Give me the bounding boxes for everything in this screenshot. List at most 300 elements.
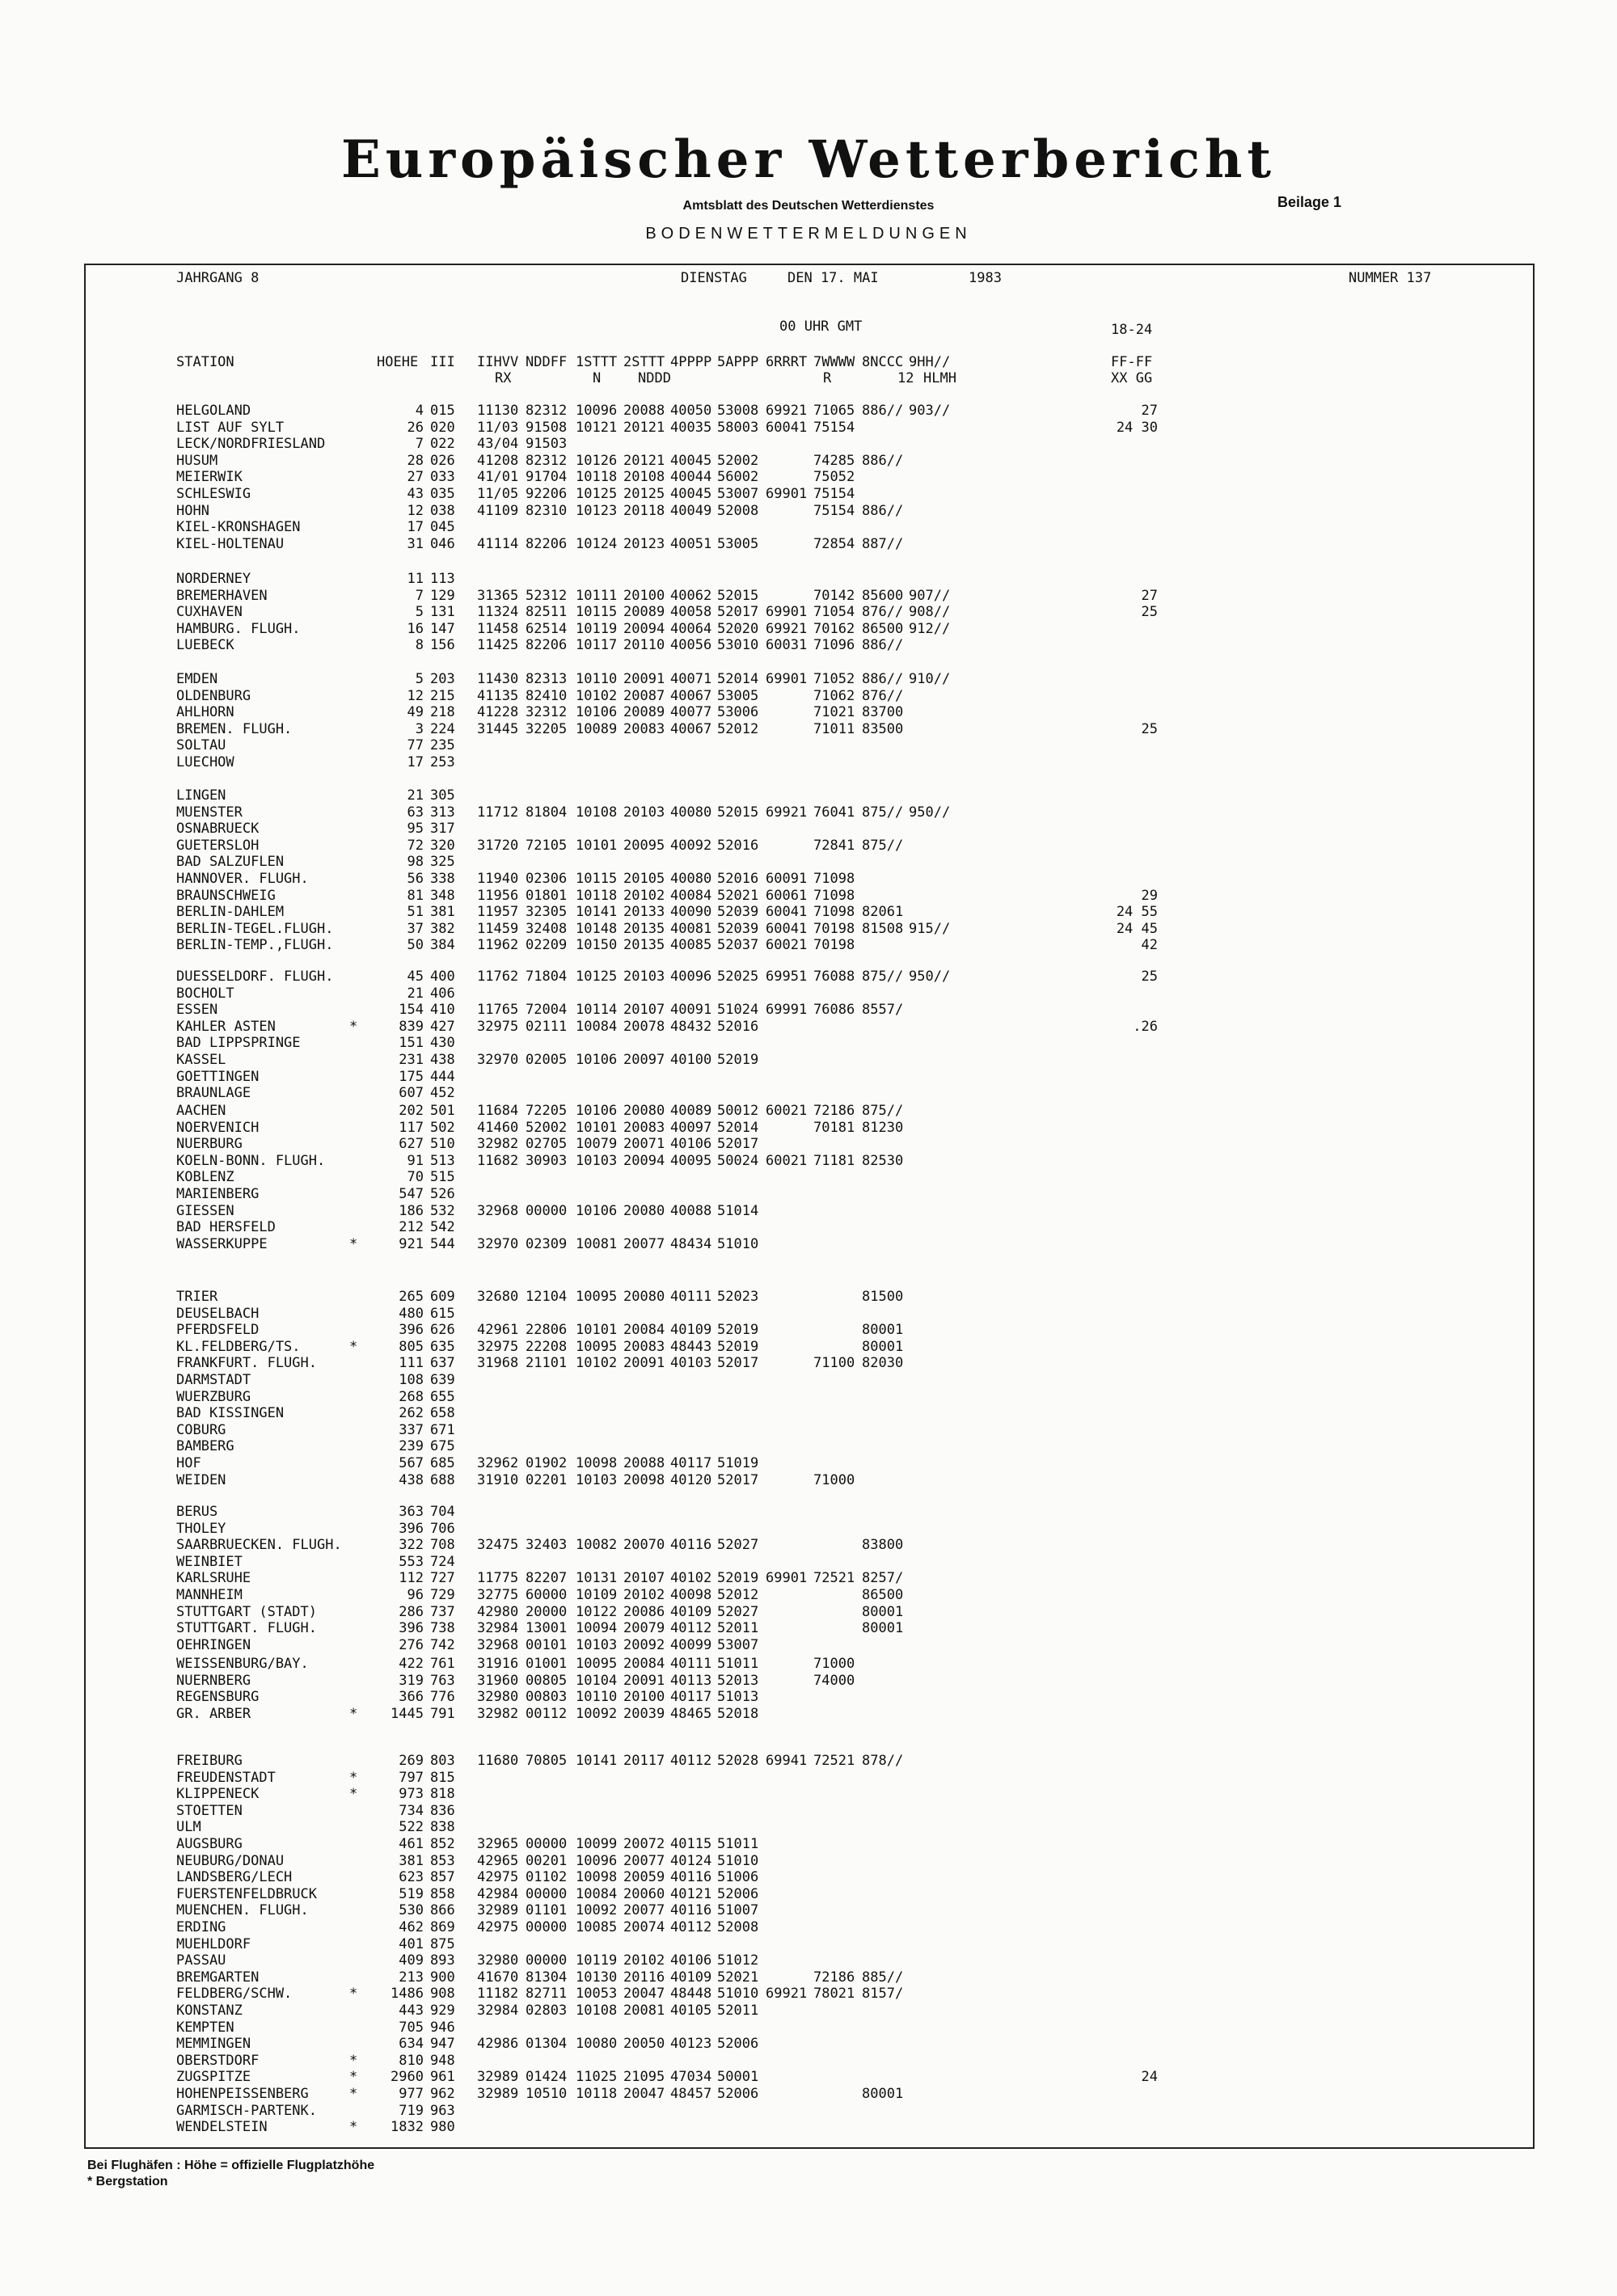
synop-group: 20100 xyxy=(623,1689,665,1706)
synop-group: 10096 xyxy=(576,403,618,419)
page-title: Europäischer Wetterbericht xyxy=(341,129,1276,190)
table-row xyxy=(86,1587,1533,1603)
station-name: NEUBURG/DONAU xyxy=(176,1852,285,1869)
synop-group: 20125 xyxy=(623,486,665,502)
synop-group: 52037 xyxy=(717,937,759,954)
station-height: 705 xyxy=(399,2019,424,2036)
synop-group: 20108 xyxy=(623,469,665,486)
mountain-marker: * xyxy=(349,2069,358,2086)
synop-group: 11025 xyxy=(576,2069,618,2086)
station-height: 1445 xyxy=(391,1705,424,1722)
synop-group: 69941 xyxy=(766,1753,808,1769)
station-name: LINGEN xyxy=(176,787,226,804)
synop-group: 71096 xyxy=(813,637,855,654)
synop-group: 69921 xyxy=(766,403,808,419)
station-height: 72 xyxy=(407,837,424,854)
synop-group: 10106 xyxy=(576,1103,618,1119)
synop-group: 907// xyxy=(909,587,951,604)
synop-group: 11775 xyxy=(477,1570,519,1587)
synop-group: 10141 xyxy=(576,904,618,921)
table-row xyxy=(86,453,1533,469)
synop-group: 20094 xyxy=(623,620,665,637)
table-row xyxy=(86,986,1533,1002)
station-name: LUECHOW xyxy=(176,754,234,770)
synop-group: 10111 xyxy=(576,587,618,604)
station-name: BERUS xyxy=(176,1504,218,1520)
synop-group: 10098 xyxy=(576,1869,618,1886)
station-name: HOHENPEISSENBERG xyxy=(176,2086,309,2102)
synop-group: 10126 xyxy=(576,452,618,469)
synop-group: 69921 xyxy=(766,1986,808,2003)
synop-group: 01801 xyxy=(526,887,568,904)
synop-group: 20117 xyxy=(623,1753,665,1769)
synop-group: 40077 xyxy=(670,704,712,721)
synop-group: 41670 xyxy=(477,1969,519,1986)
synop-group: 01001 xyxy=(526,1656,568,1672)
table-row xyxy=(86,637,1533,653)
table-row xyxy=(86,1936,1533,1952)
synop-group: 82061 xyxy=(862,904,904,921)
synop-group: 02309 xyxy=(526,1235,568,1252)
synop-group: 71098 xyxy=(813,887,855,904)
station-code: 430 xyxy=(430,1035,455,1052)
synop-group: 86500 xyxy=(862,1587,904,1603)
synop-group: 10053 xyxy=(576,1986,618,2003)
station-name: ULM xyxy=(176,1819,201,1836)
synop-group: 80001 xyxy=(862,1322,904,1339)
table-row xyxy=(86,1186,1533,1202)
synop-group: 02705 xyxy=(526,1136,568,1153)
column-header: N xyxy=(593,370,602,386)
table-row xyxy=(86,420,1533,436)
table-row xyxy=(86,571,1533,587)
synop-group: 32970 xyxy=(477,1052,519,1068)
station-code: 980 xyxy=(430,2119,455,2136)
table-row xyxy=(86,969,1533,985)
station-height: 27 xyxy=(407,469,424,486)
station-height: 634 xyxy=(399,2036,424,2053)
synop-group: 32968 xyxy=(477,1202,519,1219)
station-name: OLDENBURG xyxy=(176,687,251,704)
station-code: 737 xyxy=(430,1603,455,1620)
synop-group: 20060 xyxy=(623,1885,665,1902)
synop-group: 00000 xyxy=(526,1836,568,1852)
station-name: HOF xyxy=(176,1455,201,1471)
station-code: 215 xyxy=(430,687,455,704)
synop-group: 71021 xyxy=(813,704,855,721)
synop-group: 40064 xyxy=(670,620,712,637)
synop-group: 10096 xyxy=(576,1852,618,1869)
synop-group: 00112 xyxy=(526,1705,568,1722)
station-code: 033 xyxy=(430,469,455,486)
synop-group: 20078 xyxy=(623,1018,665,1035)
synop-group: 41460 xyxy=(477,1119,519,1136)
wind-gust: 25 xyxy=(1141,720,1158,737)
synop-group: 52018 xyxy=(717,1705,759,1722)
synop-group: 52027 xyxy=(717,1603,759,1620)
station-height: 623 xyxy=(399,1869,424,1886)
table-row xyxy=(86,1120,1533,1136)
station-code: 727 xyxy=(430,1570,455,1587)
station-code: 515 xyxy=(430,1169,455,1186)
station-name: AACHEN xyxy=(176,1103,226,1119)
synop-group: 52027 xyxy=(717,1537,759,1554)
synop-group: 75154 xyxy=(813,502,855,519)
station-name: ZUGSPITZE xyxy=(176,2069,251,2086)
column-header: HOEHE xyxy=(377,354,419,370)
synop-group: 950// xyxy=(909,804,951,821)
synop-group: 48448 xyxy=(670,1986,712,2003)
synop-group: 10150 xyxy=(576,937,618,954)
station-name: BOCHOLT xyxy=(176,985,234,1002)
synop-group: 75052 xyxy=(813,469,855,486)
station-height: 363 xyxy=(399,1504,424,1520)
synop-group: 32984 xyxy=(477,2003,519,2019)
table-row xyxy=(86,1203,1533,1219)
station-name: EMDEN xyxy=(176,671,218,687)
station-code: 113 xyxy=(430,571,455,587)
station-name: NOERVENICH xyxy=(176,1119,260,1136)
table-row xyxy=(86,1853,1533,1869)
table-row xyxy=(86,1085,1533,1101)
station-name: THOLEY xyxy=(176,1520,226,1537)
synop-group: 82206 xyxy=(526,637,568,654)
synop-group: 20121 xyxy=(623,419,665,436)
synop-group: 52016 xyxy=(717,1018,759,1035)
station-code: 776 xyxy=(430,1689,455,1706)
synop-group: 02005 xyxy=(526,1052,568,1068)
synop-group: 41/01 xyxy=(477,469,519,486)
synop-group: 51019 xyxy=(717,1455,759,1471)
station-name: BAD SALZUFLEN xyxy=(176,854,285,871)
synop-group: 40045 xyxy=(670,486,712,502)
synop-group: 85600 xyxy=(862,587,904,604)
synop-group: 10085 xyxy=(576,1919,618,1935)
synop-group: 40092 xyxy=(670,837,712,854)
synop-group: 40080 xyxy=(670,804,712,821)
table-row xyxy=(86,1604,1533,1620)
table-row xyxy=(86,519,1533,535)
station-height: 1486 xyxy=(391,1986,424,2003)
synop-group: 72205 xyxy=(526,1103,568,1119)
synop-group: 40045 xyxy=(670,452,712,469)
synop-group: 10095 xyxy=(576,1656,618,1672)
station-height: 322 xyxy=(399,1537,424,1554)
station-name: HOHN xyxy=(176,502,209,519)
station-code: 675 xyxy=(430,1438,455,1455)
station-height: 262 xyxy=(399,1405,424,1422)
synop-group: 11458 xyxy=(477,620,519,637)
station-height: 810 xyxy=(399,2052,424,2069)
station-code: 857 xyxy=(430,1869,455,1886)
station-name: MUENCHEN. FLUGH. xyxy=(176,1902,309,1919)
station-name: GIESSEN xyxy=(176,1202,234,1219)
synop-group: 10103 xyxy=(576,1152,618,1169)
table-row xyxy=(86,1002,1533,1018)
synop-group: 20118 xyxy=(623,502,665,519)
synop-group: 71098 xyxy=(813,904,855,921)
synop-group: 10101 xyxy=(576,1322,618,1339)
synop-group: 52002 xyxy=(717,452,759,469)
synop-group: 31916 xyxy=(477,1656,519,1672)
station-name: GUETERSLOH xyxy=(176,837,260,854)
synop-group: 82410 xyxy=(526,687,568,704)
column-header: HLMH xyxy=(923,370,956,386)
synop-group: 11957 xyxy=(477,904,519,921)
synop-group: 40111 xyxy=(670,1656,712,1672)
synop-group: 32989 xyxy=(477,2069,519,2086)
station-height: 37 xyxy=(407,920,424,937)
station-code: 444 xyxy=(430,1068,455,1085)
table-row xyxy=(86,2119,1533,2135)
synop-group: 42986 xyxy=(477,2036,519,2053)
synop-group: 69951 xyxy=(766,969,808,985)
synop-group: 10106 xyxy=(576,1052,618,1068)
station-code: 875 xyxy=(430,1935,455,1952)
synop-group: 20103 xyxy=(623,804,665,821)
station-code: 671 xyxy=(430,1421,455,1438)
synop-group: 40111 xyxy=(670,1289,712,1305)
synop-group: 11940 xyxy=(477,871,519,887)
synop-group: 20077 xyxy=(623,1235,665,1252)
synop-group: 32775 xyxy=(477,1587,519,1603)
station-height: 2960 xyxy=(391,2069,424,2086)
station-code: 838 xyxy=(430,1819,455,1836)
synop-group: 20110 xyxy=(623,637,665,654)
station-name: DUESSELDORF. FLUGH. xyxy=(176,969,334,985)
synop-group: 69991 xyxy=(766,1002,808,1019)
synop-group: 10125 xyxy=(576,969,618,985)
synop-group: 42965 xyxy=(477,1852,519,1869)
synop-group: 70198 xyxy=(813,937,855,954)
synop-group: 52019 xyxy=(717,1570,759,1587)
station-name: BRAUNSCHWEIG xyxy=(176,887,276,904)
table-row xyxy=(86,403,1533,419)
station-height: 921 xyxy=(399,1235,424,1252)
synop-group: 20123 xyxy=(623,535,665,552)
synop-group: 70805 xyxy=(526,1753,568,1769)
synop-group: 69901 xyxy=(766,671,808,687)
synop-group: 10110 xyxy=(576,671,618,687)
synop-group: 53010 xyxy=(717,637,759,654)
synop-group: 40117 xyxy=(670,1455,712,1471)
column-header: 12 xyxy=(897,370,914,386)
synop-group: 20091 xyxy=(623,1672,665,1689)
synop-group: 60061 xyxy=(766,887,808,904)
synop-group: 82313 xyxy=(526,671,568,687)
station-code: 893 xyxy=(430,1952,455,1969)
synop-group: 91704 xyxy=(526,469,568,486)
synop-group: 52019 xyxy=(717,1338,759,1355)
synop-group: 11765 xyxy=(477,1002,519,1019)
station-name: COBURG xyxy=(176,1421,226,1438)
synop-group: 10095 xyxy=(576,1338,618,1355)
synop-group: 47034 xyxy=(670,2069,712,2086)
column-station: STATION xyxy=(176,354,234,370)
synop-group: 10115 xyxy=(576,604,618,621)
synop-group: 42975 xyxy=(477,1869,519,1886)
synop-group: 01424 xyxy=(526,2069,568,2086)
footnote-airports: Bei Flughäfen : Höhe = offizielle Flugplatzhöhe xyxy=(87,2159,375,2172)
synop-group: 53007 xyxy=(717,1636,759,1653)
synop-group: 70181 xyxy=(813,1119,855,1136)
station-height: 16 xyxy=(407,620,424,637)
table-row xyxy=(86,1919,1533,1935)
synop-group: 81500 xyxy=(862,1289,904,1305)
station-height: 26 xyxy=(407,419,424,436)
wind-gust: .26 xyxy=(1133,1018,1158,1035)
synop-group: 82511 xyxy=(526,604,568,621)
synop-group: 00201 xyxy=(526,1852,568,1869)
synop-group: 20135 xyxy=(623,937,665,954)
synop-group: 11712 xyxy=(477,804,519,821)
table-row xyxy=(86,1770,1533,1786)
synop-group: 53008 xyxy=(717,403,759,419)
table-row xyxy=(86,838,1533,854)
wind-gust: 25 xyxy=(1141,604,1158,621)
station-name: LECK/NORDFRIESLAND xyxy=(176,436,326,453)
synop-group: 83800 xyxy=(862,1537,904,1554)
synop-group: 52020 xyxy=(717,620,759,637)
synop-group: 40056 xyxy=(670,637,712,654)
table-row xyxy=(86,1306,1533,1322)
station-name: KONSTANZ xyxy=(176,2003,243,2019)
station-name: CUXHAVEN xyxy=(176,604,243,621)
station-name: AHLHORN xyxy=(176,704,234,721)
station-name: REGENSBURG xyxy=(176,1689,260,1706)
table-row xyxy=(86,888,1533,904)
mountain-marker: * xyxy=(349,1769,358,1786)
synop-group: 11430 xyxy=(477,671,519,687)
synop-group: 52016 xyxy=(717,871,759,887)
table-row xyxy=(86,1952,1533,1969)
station-code: 637 xyxy=(430,1355,455,1372)
synop-group: 20080 xyxy=(623,1289,665,1305)
synop-group: 20089 xyxy=(623,604,665,621)
synop-group: 71000 xyxy=(813,1471,855,1488)
synop-group: 01902 xyxy=(526,1455,568,1471)
station-height: 607 xyxy=(399,1085,424,1102)
station-code: 544 xyxy=(430,1235,455,1252)
synop-group: 31365 xyxy=(477,587,519,604)
issue-day: DIENSTAG xyxy=(681,270,747,286)
table-row xyxy=(86,621,1533,637)
station-height: 21 xyxy=(407,787,424,804)
synop-group: 31445 xyxy=(477,720,519,737)
synop-group: 31910 xyxy=(477,1471,519,1488)
station-name: LUEBECK xyxy=(176,637,234,654)
synop-group: 60021 xyxy=(766,1103,808,1119)
table-row xyxy=(86,1422,1533,1438)
synop-group: 51006 xyxy=(717,1869,759,1886)
synop-group: 52011 xyxy=(717,2003,759,2019)
synop-group: 10094 xyxy=(576,1620,618,1637)
synop-group: 31960 xyxy=(477,1672,519,1689)
station-height: 567 xyxy=(399,1455,424,1471)
synop-group: 80001 xyxy=(862,2086,904,2102)
column-header: III xyxy=(430,354,455,370)
station-height: 4 xyxy=(415,403,424,419)
wind-gust: 24 55 xyxy=(1116,904,1158,921)
station-height: 231 xyxy=(399,1052,424,1068)
synop-group: 32989 xyxy=(477,2086,519,2102)
synop-group: 41228 xyxy=(477,704,519,721)
synop-group: 40113 xyxy=(670,1672,712,1689)
station-height: 422 xyxy=(399,1656,424,1672)
station-name: OBERSTDORF xyxy=(176,2052,260,2069)
synop-group: 51010 xyxy=(717,1852,759,1869)
synop-group: 60000 xyxy=(526,1587,568,1603)
synop-group: 74000 xyxy=(813,1672,855,1689)
table-row xyxy=(86,536,1533,552)
column-header: NDDFF xyxy=(526,354,568,370)
station-code: 320 xyxy=(430,837,455,854)
synop-group: 32962 xyxy=(477,1455,519,1471)
synop-group: 82030 xyxy=(862,1355,904,1372)
synop-group: 878// xyxy=(862,1753,904,1769)
station-height: 530 xyxy=(399,1902,424,1919)
synop-group: 02803 xyxy=(526,2003,568,2019)
synop-group: 52021 xyxy=(717,887,759,904)
synop-group: 40085 xyxy=(670,937,712,954)
synop-group: 20107 xyxy=(623,1002,665,1019)
station-code: 609 xyxy=(430,1289,455,1305)
table-row xyxy=(86,1902,1533,1918)
synop-group: 10131 xyxy=(576,1570,618,1587)
station-height: 17 xyxy=(407,519,424,536)
time-window: 18-24 xyxy=(1111,322,1153,338)
issue-number: NUMMER 137 xyxy=(1349,270,1432,286)
synop-group: 72186 xyxy=(813,1969,855,1986)
synop-group: 20095 xyxy=(623,837,665,854)
synop-group: 32989 xyxy=(477,1902,519,1919)
synop-group: 01102 xyxy=(526,1869,568,1886)
table-row xyxy=(86,1521,1533,1537)
synop-group: 40109 xyxy=(670,1603,712,1620)
table-row xyxy=(86,1836,1533,1852)
table-row xyxy=(86,821,1533,837)
synop-group: 886// xyxy=(862,502,904,519)
station-code: 639 xyxy=(430,1372,455,1388)
station-name: FREIBURG xyxy=(176,1753,243,1769)
synop-group: 52014 xyxy=(717,1119,759,1136)
synop-group: 30903 xyxy=(526,1152,568,1169)
synop-group: 40106 xyxy=(670,1952,712,1969)
station-height: 5 xyxy=(415,671,424,687)
synop-group: 32408 xyxy=(526,920,568,937)
synop-group: 51012 xyxy=(717,1952,759,1969)
synop-group: 32970 xyxy=(477,1235,519,1252)
synop-group: 52002 xyxy=(526,1119,568,1136)
synop-group: 10125 xyxy=(576,486,618,502)
station-height: 63 xyxy=(407,804,424,821)
synop-group: 40115 xyxy=(670,1836,712,1852)
column-header: 5APPP xyxy=(717,354,759,370)
synop-group: 876// xyxy=(862,687,904,704)
station-name: HELGOLAND xyxy=(176,403,251,419)
station-name: WEISSENBURG/BAY. xyxy=(176,1656,309,1672)
synop-group: 20092 xyxy=(623,1636,665,1653)
station-code: 382 xyxy=(430,920,455,937)
synop-group: 51013 xyxy=(717,1689,759,1706)
station-height: 276 xyxy=(399,1636,424,1653)
station-height: 12 xyxy=(407,502,424,519)
synop-group: 86500 xyxy=(862,620,904,637)
synop-group: 82207 xyxy=(526,1570,568,1587)
wind-gust: 29 xyxy=(1141,887,1158,904)
station-code: 708 xyxy=(430,1537,455,1554)
station-name: KOBLENZ xyxy=(176,1169,234,1186)
